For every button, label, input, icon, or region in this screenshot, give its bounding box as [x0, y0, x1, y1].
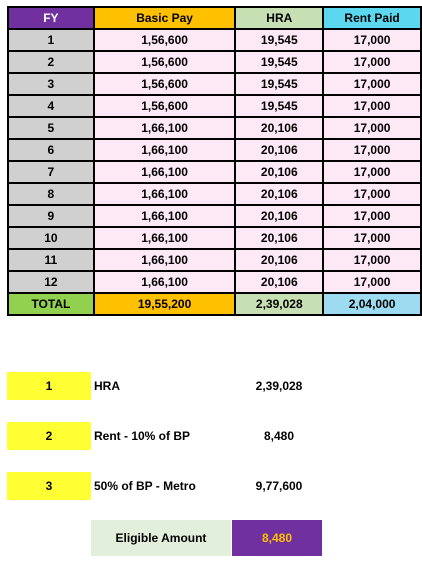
hra-cell: 20,106	[235, 205, 323, 227]
fy-cell: 2	[8, 51, 94, 73]
computation-value: 8,480	[263, 429, 295, 443]
basic-pay-cell: 1,66,100	[94, 205, 236, 227]
table-header-row	[8, 7, 421, 29]
table-row	[8, 117, 421, 139]
table-row	[8, 249, 421, 271]
computation-row-rent	[7, 422, 327, 450]
hra-cell: 19,545	[235, 73, 323, 95]
rent-paid-cell: 17,000	[323, 249, 421, 271]
fy-cell: 6	[8, 139, 94, 161]
basic-pay-cell: 1,66,100	[94, 271, 236, 293]
basic-pay-cell: 1,66,100	[94, 161, 236, 183]
rent-paid-cell: 17,000	[323, 95, 421, 117]
fy-cell: 5	[8, 117, 94, 139]
hra-cell: 20,106	[235, 161, 323, 183]
eligible-amount-value: 8,480	[232, 520, 322, 556]
basic-pay-cell: 1,56,600	[94, 95, 236, 117]
hra-cell: 19,545	[235, 95, 323, 117]
rent-paid-cell: 17,000	[323, 73, 421, 95]
rent-paid-cell: 17,000	[323, 51, 421, 73]
total-label: TOTAL	[8, 293, 94, 315]
eligible-amount-label: Eligible Amount	[91, 520, 231, 556]
computation-label: Rent - 10% of BP	[94, 429, 191, 443]
computation-label: HRA	[94, 379, 120, 393]
basic-pay-cell: 1,66,100	[94, 249, 236, 271]
basic-pay-cell: 1,66,100	[94, 183, 236, 205]
fy-cell: 10	[8, 227, 94, 249]
table-row	[8, 95, 421, 117]
header-rent-paid: Rent Paid	[323, 7, 421, 29]
hra-cell: 20,106	[235, 139, 323, 161]
computation-row-hra	[7, 372, 327, 400]
basic-pay-cell: 1,66,100	[94, 117, 236, 139]
table-row	[8, 73, 421, 95]
rent-paid-cell: 17,000	[323, 183, 421, 205]
fy-cell: 4	[8, 95, 94, 117]
basic-pay-cell: 1,66,100	[94, 139, 236, 161]
computation-number: 3	[7, 472, 91, 500]
table-row	[8, 183, 421, 205]
computation-row-metro	[7, 472, 327, 500]
computation-value: 9,77,600	[255, 479, 303, 493]
basic-pay-cell: 1,56,600	[94, 51, 236, 73]
computation-label: 50% of BP - Metro	[94, 479, 196, 493]
table-row	[8, 227, 421, 249]
fy-cell: 1	[8, 29, 94, 51]
fy-cell: 3	[8, 73, 94, 95]
table-row	[8, 161, 421, 183]
hra-cell: 20,106	[235, 271, 323, 293]
hra-cell: 20,106	[235, 117, 323, 139]
fy-cell: 8	[8, 183, 94, 205]
computation-number: 1	[7, 372, 91, 400]
header-hra: HRA	[235, 7, 323, 29]
table-row	[8, 29, 421, 51]
table-row	[8, 205, 421, 227]
basic-pay-cell: 1,56,600	[94, 29, 236, 51]
rent-paid-cell: 17,000	[323, 139, 421, 161]
rent-paid-cell: 17,000	[323, 271, 421, 293]
rent-paid-cell: 17,000	[323, 161, 421, 183]
total-rent-paid: 2,04,000	[323, 293, 421, 315]
header-basic-pay: Basic Pay	[94, 7, 236, 29]
rent-paid-cell: 17,000	[323, 227, 421, 249]
rent-paid-cell: 17,000	[323, 205, 421, 227]
total-row	[8, 293, 421, 315]
hra-cell: 20,106	[235, 183, 323, 205]
hra-cell: 20,106	[235, 227, 323, 249]
rent-paid-cell: 17,000	[323, 117, 421, 139]
table-body	[8, 29, 421, 293]
fy-cell: 12	[8, 271, 94, 293]
table-row	[8, 271, 421, 293]
header-fy: FY	[8, 7, 94, 29]
table-row	[8, 51, 421, 73]
hra-cell: 20,106	[235, 249, 323, 271]
hra-cell: 19,545	[235, 29, 323, 51]
hra-cell: 19,545	[235, 51, 323, 73]
total-hra: 2,39,028	[235, 293, 323, 315]
hra-table	[7, 6, 422, 316]
total-basic-pay: 19,55,200	[94, 293, 236, 315]
computation-number: 2	[7, 422, 91, 450]
fy-cell: 11	[8, 249, 94, 271]
computation-value: 2,39,028	[255, 379, 303, 393]
basic-pay-cell: 1,56,600	[94, 73, 236, 95]
table-row	[8, 139, 421, 161]
basic-pay-cell: 1,66,100	[94, 227, 236, 249]
fy-cell: 9	[8, 205, 94, 227]
fy-cell: 7	[8, 161, 94, 183]
rent-paid-cell: 17,000	[323, 29, 421, 51]
